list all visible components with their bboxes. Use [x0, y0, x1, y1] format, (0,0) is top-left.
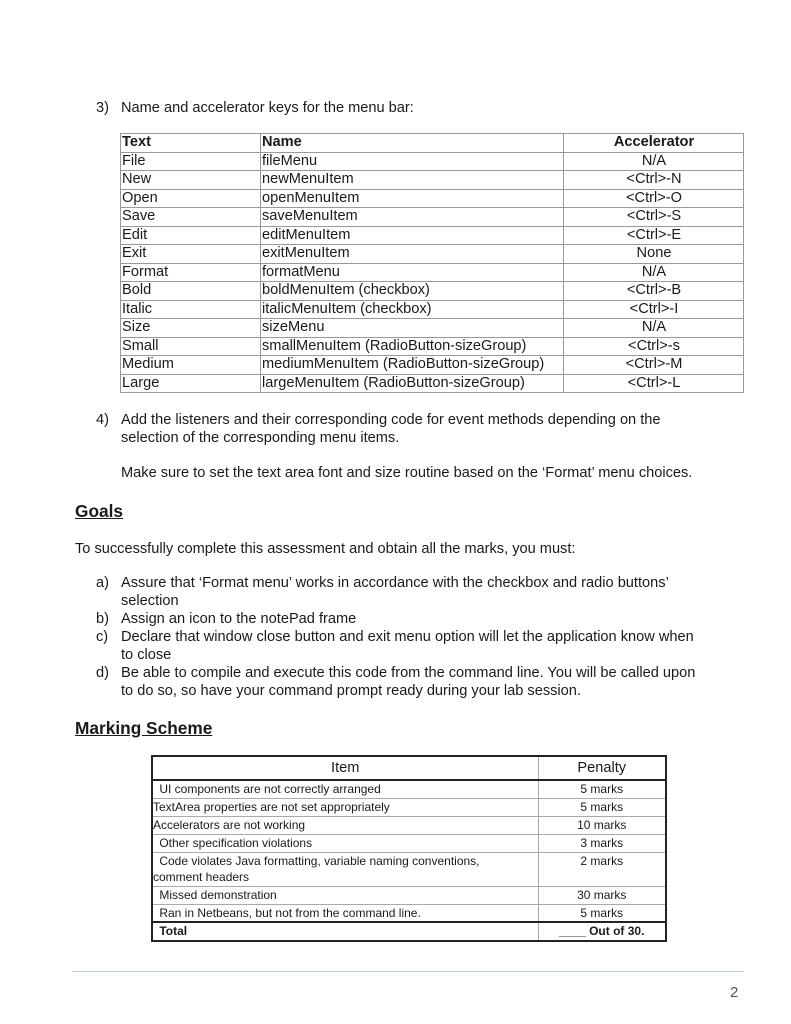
menu-name-cell: openMenuItem [261, 189, 564, 208]
marking-table-header-row [152, 756, 666, 780]
marking-item-cell: Missed demonstration [152, 886, 538, 904]
marking-penalty-cell: 5 marks [538, 780, 666, 798]
menu-accelerator-cell: N/A [564, 263, 744, 282]
table-row [121, 263, 744, 282]
marking-item-line: comment headers [153, 869, 250, 884]
marking-total-label: Total [152, 922, 538, 941]
menu-text-cell: Size [121, 319, 261, 338]
menu-accelerator-cell: <Ctrl>-s [564, 337, 744, 356]
menu-name-cell: saveMenuItem [261, 208, 564, 227]
table-row [121, 152, 744, 171]
menu-text-cell: Exit [121, 245, 261, 264]
marking-total-value: ____ Out of 30. [538, 922, 666, 941]
menu-name-cell: sizeMenu [261, 319, 564, 338]
menu-name-cell: smallMenuItem (RadioButton-sizeGroup) [261, 337, 564, 356]
goals-intro: To successfully complete this assessment and obtain all the marks, you must: [75, 541, 576, 557]
table-row [121, 171, 744, 190]
menu-text-cell: Medium [121, 356, 261, 375]
table-row [121, 337, 744, 356]
marking-penalty-cell: 30 marks [538, 886, 666, 904]
marking-scheme-table [151, 755, 667, 942]
goal-label: a) [96, 575, 109, 591]
menu-accelerator-cell: <Ctrl>-S [564, 208, 744, 227]
table-row [121, 356, 744, 375]
menu-accelerator-cell: <Ctrl>-E [564, 226, 744, 245]
menu-name-cell: newMenuItem [261, 171, 564, 190]
table-row [121, 189, 744, 208]
goal-label: b) [96, 611, 109, 627]
table-row [152, 886, 666, 904]
menu-name-cell: formatMenu [261, 263, 564, 282]
goal-label: c) [96, 629, 109, 645]
menu-name-cell: exitMenuItem [261, 245, 564, 264]
menu-table-header-row [121, 134, 744, 153]
menu-table-header-accelerator: Accelerator [564, 134, 744, 153]
menu-text-cell: Format [121, 263, 261, 282]
goal-line: Declare that window close button and exit menu option will let the application know when [121, 629, 694, 645]
marking-item-line: Code violates Java formatting, variable naming conventions, [156, 853, 480, 868]
table-row [121, 319, 744, 338]
marking-penalty-cell: 5 marks [538, 798, 666, 816]
menu-accelerator-cell: <Ctrl>-B [564, 282, 744, 301]
menu-accelerator-cell: <Ctrl>-N [564, 171, 744, 190]
section-4-number: 4) [96, 412, 109, 428]
menu-name-cell: mediumMenuItem (RadioButton-sizeGroup) [261, 356, 564, 375]
menu-accelerator-cell: None [564, 245, 744, 264]
goal-line: to close [121, 647, 172, 663]
menu-text-cell: Open [121, 189, 261, 208]
page-number: 2 [730, 984, 739, 1001]
menu-accelerator-cell: <Ctrl>-L [564, 374, 744, 393]
marking-header-item: Item [152, 756, 538, 780]
table-row [121, 282, 744, 301]
menu-table-header-text: Text [121, 134, 261, 153]
footer-divider [72, 971, 744, 972]
marking-item-cell [152, 852, 538, 886]
marking-item-cell: Ran in Netbeans, but not from the command line. [152, 904, 538, 922]
menu-text-cell: Small [121, 337, 261, 356]
section-3-heading [96, 99, 414, 117]
goal-line: Assign an icon to the notePad frame [121, 611, 357, 627]
marking-item-cell: Other specification violations [152, 834, 538, 852]
table-row [152, 834, 666, 852]
table-row [121, 300, 744, 319]
section-4-line-1: Add the listeners and their corresponding code for event methods depending on the [121, 412, 661, 428]
menu-name-cell: largeMenuItem (RadioButton-sizeGroup) [261, 374, 564, 393]
section-3-text: Name and accelerator keys for the menu bar: [121, 100, 414, 116]
menu-accelerator-cell: <Ctrl>-M [564, 356, 744, 375]
table-row [152, 852, 666, 886]
menu-text-cell: Bold [121, 282, 261, 301]
table-row [152, 798, 666, 816]
section-3-number: 3) [96, 100, 109, 116]
goal-item-d [96, 664, 756, 700]
goal-label: d) [96, 665, 109, 681]
table-row [152, 780, 666, 798]
marking-penalty-cell: 3 marks [538, 834, 666, 852]
menu-text-cell: Save [121, 208, 261, 227]
menu-name-cell: italicMenuItem (checkbox) [261, 300, 564, 319]
section-4-line-2: selection of the corresponding menu items. [121, 430, 400, 446]
table-row [121, 208, 744, 227]
marking-total-row [152, 922, 666, 941]
menu-text-cell: New [121, 171, 261, 190]
goal-item-b [96, 610, 746, 628]
marking-penalty-cell: 2 marks [538, 852, 666, 886]
menu-name-cell: editMenuItem [261, 226, 564, 245]
goal-line: Assure that ‘Format menu’ works in accordance with the checkbox and radio buttons’ [121, 575, 669, 591]
goals-heading: Goals [75, 501, 124, 521]
menu-accelerator-cell: N/A [564, 152, 744, 171]
table-row [121, 374, 744, 393]
goal-item-c [96, 628, 756, 664]
menu-text-cell: Italic [121, 300, 261, 319]
menu-accelerator-table [120, 133, 744, 393]
section-4-note: Make sure to set the text area font and size routine based on the ‘Format’ menu choices. [121, 465, 693, 481]
table-row [121, 226, 744, 245]
marking-penalty-cell: 10 marks [538, 816, 666, 834]
marking-item-cell: UI components are not correctly arranged [152, 780, 538, 798]
menu-text-cell: Edit [121, 226, 261, 245]
menu-text-cell: File [121, 152, 261, 171]
marking-item-cell: TextArea properties are not set appropriately [152, 798, 538, 816]
menu-text-cell: Large [121, 374, 261, 393]
menu-name-cell: fileMenu [261, 152, 564, 171]
table-row [152, 904, 666, 922]
menu-accelerator-cell: N/A [564, 319, 744, 338]
menu-accelerator-cell: <Ctrl>-O [564, 189, 744, 208]
marking-item-cell: Accelerators are not working [152, 816, 538, 834]
marking-scheme-heading: Marking Scheme [75, 718, 213, 738]
goal-item-a [96, 574, 746, 610]
table-row [152, 816, 666, 834]
goal-line: Be able to compile and execute this code from the command line. You will be called upon [121, 665, 696, 681]
marking-penalty-cell: 5 marks [538, 904, 666, 922]
marking-header-penalty: Penalty [538, 756, 666, 780]
table-row [121, 245, 744, 264]
goal-line: to do so, so have your command prompt ready during your lab session. [121, 683, 581, 699]
section-4 [96, 411, 661, 429]
goal-line: selection [121, 593, 179, 609]
menu-accelerator-cell: <Ctrl>-I [564, 300, 744, 319]
menu-table-header-name: Name [261, 134, 564, 153]
menu-name-cell: boldMenuItem (checkbox) [261, 282, 564, 301]
